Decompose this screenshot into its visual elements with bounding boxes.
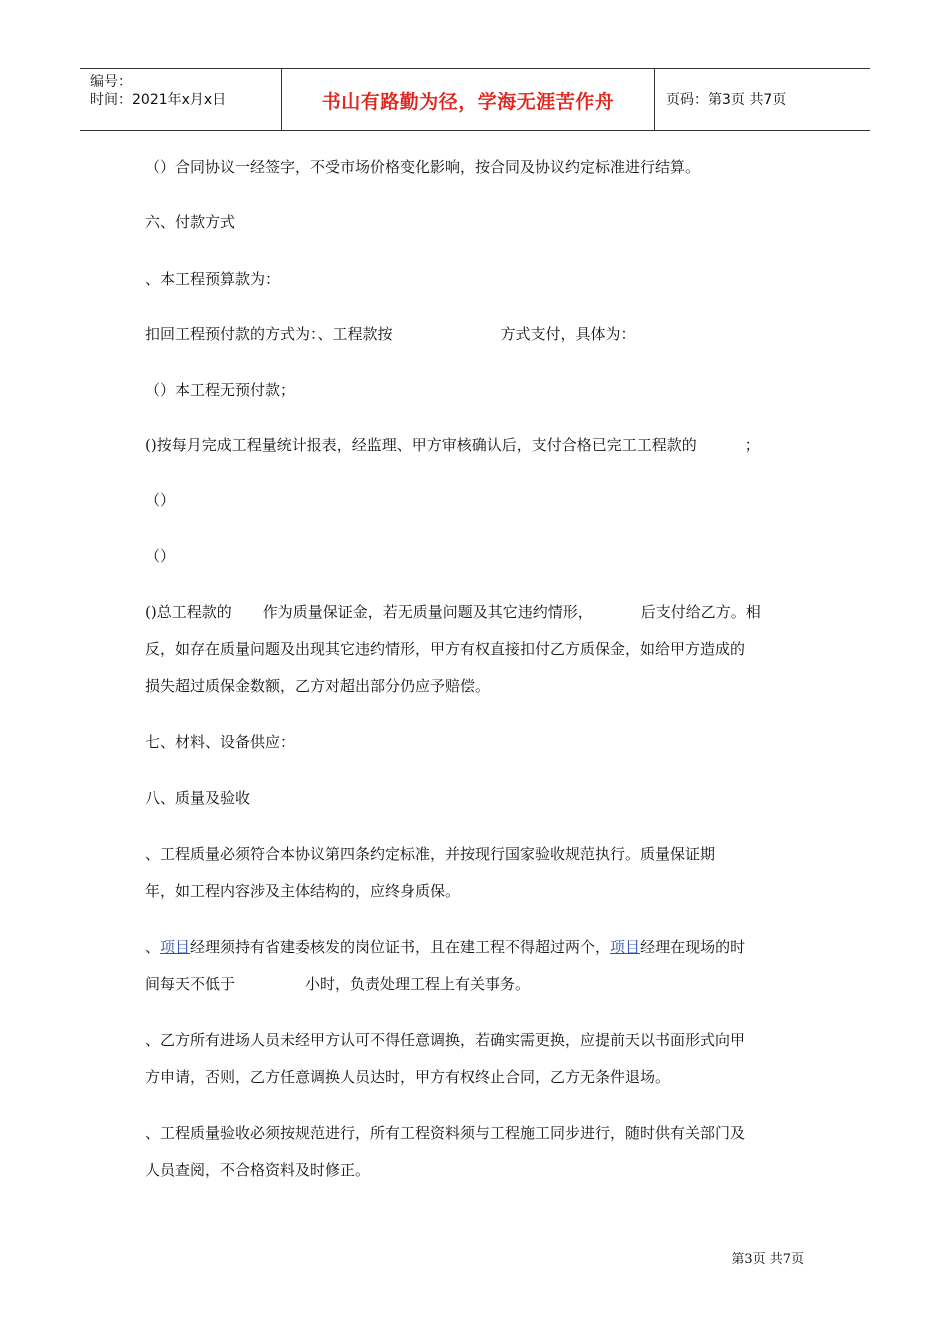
- text-span: ()按每月完成工程量统计报表，经监理、甲方审核确认后，支付合格已完工工程款的: [145, 436, 697, 454]
- paragraph-line: （）: [145, 547, 176, 565]
- document-header: [80, 68, 870, 131]
- document-time-label: 时间：2021年x月x日: [90, 92, 227, 108]
- text-span: 间每天不低于: [145, 975, 236, 993]
- text-span: ()总工程款的: [145, 603, 232, 621]
- section-heading-materials: 七、材料、设备供应：: [145, 733, 296, 751]
- paragraph-line: [145, 427, 760, 464]
- paragraph-line: 损失超过质保金数额，乙方对超出部分仍应予赔偿。: [145, 677, 491, 695]
- paragraph-line: 、本工程预算款为：: [145, 270, 281, 288]
- header-motto-cell: [282, 69, 655, 130]
- section-heading-quality: 八、质量及验收: [145, 789, 251, 807]
- text-span: 经理在现场的时: [640, 938, 746, 956]
- text-span: 后支付给乙方。相: [640, 603, 761, 621]
- paragraph-line: [145, 594, 761, 631]
- header-page-number: 页码：第3页 共7页: [666, 92, 787, 108]
- paragraph-line: 年，如工程内容涉及主体结构的，应终身质保。: [145, 882, 461, 900]
- paragraph-line: [145, 966, 530, 1003]
- paragraph-line: [145, 929, 745, 966]
- header-page-cell: [656, 69, 870, 130]
- paragraph-line: 反，如存在质量问题及出现其它违约情形，甲方有权直接扣付乙方质保金，如给甲方造成的: [145, 640, 746, 658]
- text-span: 、: [145, 938, 161, 956]
- document-number-label: 编号：: [90, 74, 132, 90]
- paragraph-line: 方申请，否则，乙方任意调换人员达时，甲方有权终止合同，乙方无条件退场。: [145, 1068, 671, 1086]
- project-link[interactable]: 项目: [610, 938, 641, 956]
- paragraph-line: [145, 316, 636, 353]
- paragraph-line: （）本工程无预付款；: [145, 381, 296, 399]
- paragraph-line: （）合同协议一经签字，不受市场价格变化影响，按合同及协议约定标准进行结算。: [145, 158, 701, 176]
- paragraph-line: （）: [145, 491, 176, 509]
- project-link[interactable]: 项目: [160, 938, 191, 956]
- section-heading-payment: 六、付款方式: [145, 213, 236, 231]
- header-meta-cell: [80, 69, 282, 130]
- text-span: 作为质量保证金，若无质量问题及其它违约情形，: [262, 603, 593, 621]
- paragraph-line: 人员查阅，不合格资料及时修正。: [145, 1161, 371, 1179]
- text-span: ；: [744, 436, 760, 454]
- footer-page-number: 第3页 共7页: [731, 1252, 804, 1267]
- text-span: 扣回工程预付款的方式为：、工程款按: [145, 325, 393, 343]
- text-span: 经理须持有省建委核发的岗位证书，且在建工程不得超过两个，: [190, 938, 611, 956]
- header-motto: 书山有路勤为径，学海无涯苦作舟: [321, 91, 615, 113]
- text-span: 方式支付，具体为：: [500, 325, 636, 343]
- paragraph-line: 、工程质量验收必须按规范进行，所有工程资料须与工程施工同步进行，随时供有关部门及: [145, 1124, 746, 1142]
- paragraph-line: 、乙方所有进场人员未经甲方认可不得任意调换，若确实需更换，应提前天以书面形式向甲: [145, 1031, 746, 1049]
- paragraph-line: 、工程质量必须符合本协议第四条约定标准，并按现行国家验收规范执行。质量保证期: [145, 845, 716, 863]
- text-span: 小时，负责处理工程上有关事务。: [305, 975, 531, 993]
